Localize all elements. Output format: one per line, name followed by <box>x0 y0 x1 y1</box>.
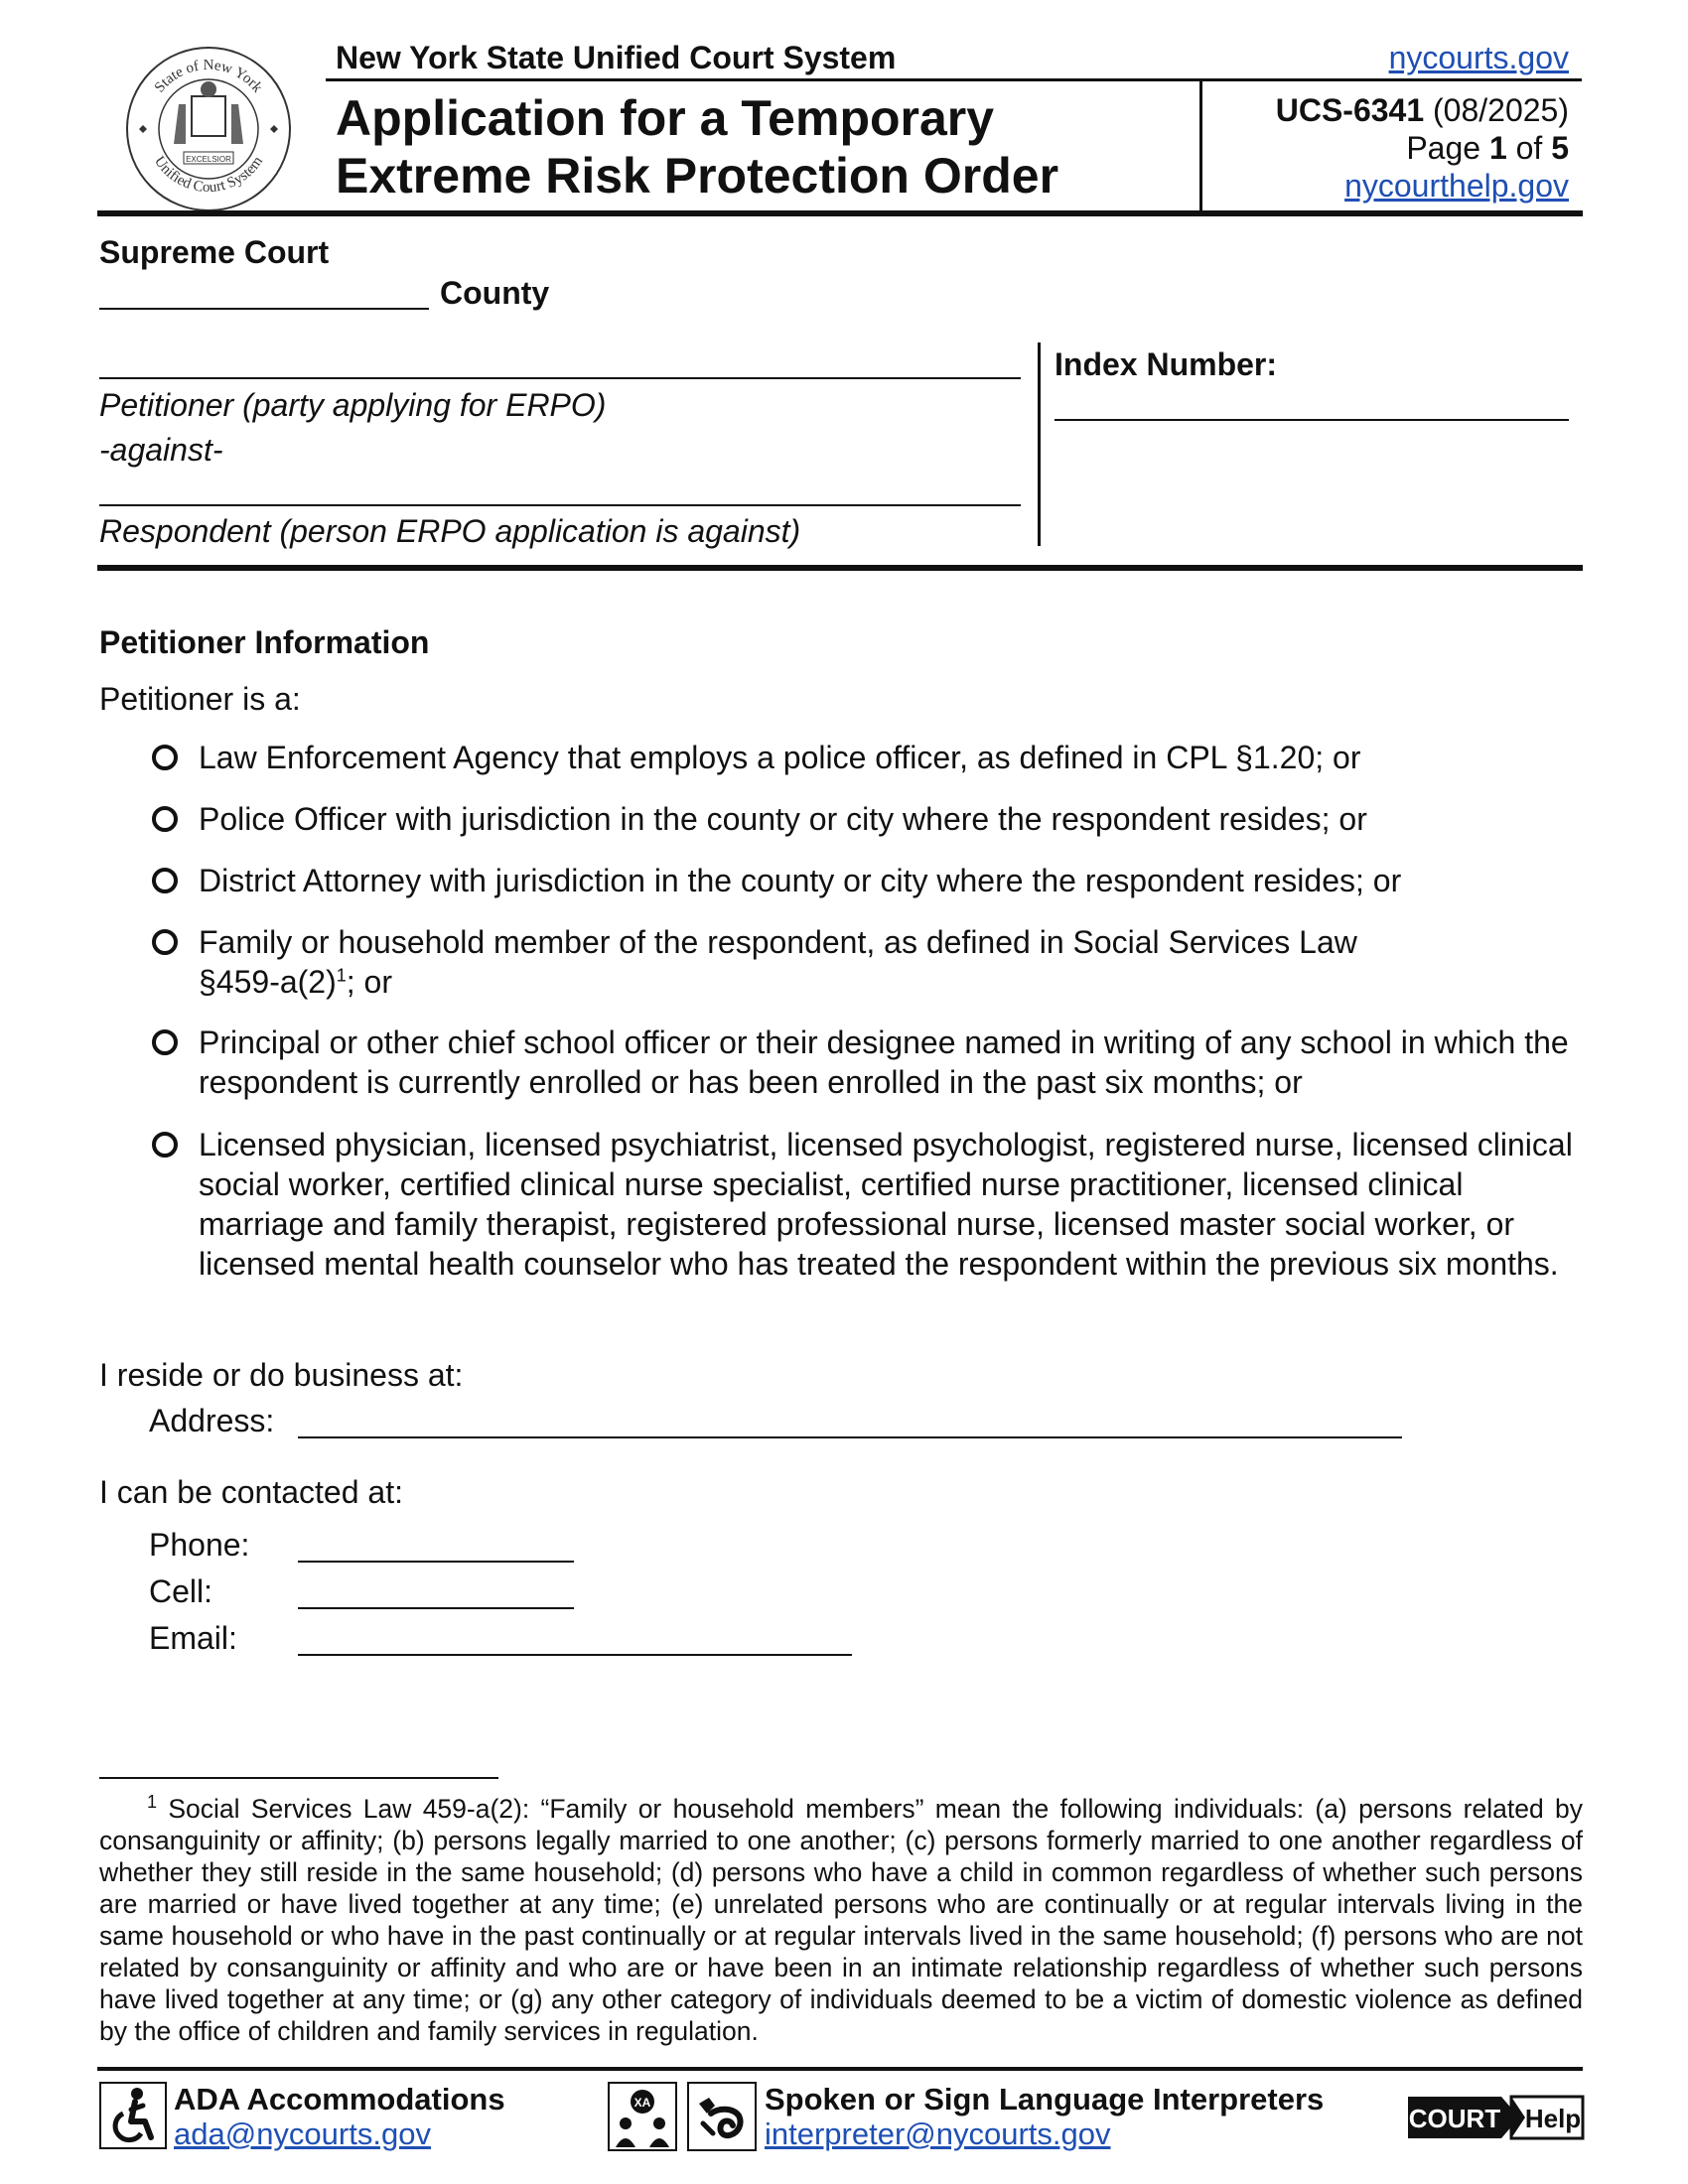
language-people-icon <box>610 2084 675 2149</box>
address-label: Address: <box>149 1403 275 1438</box>
county-label: County <box>440 275 550 311</box>
footnote-text: Social Services Law 459-a(2): “Family or household members” mean the following individuals: (a) persons related by consanguinity or affinity; (b) persons legally married to one another; (c) persons formerly married to one another regardless of whether they still reside in the same household; (d) persons who have a child in common regardless of whether such persons are married or have lived together at any time; (e) unrelated persons who are continually or at regular intervals living in the same household or who have in the past continually or at regular intervals lived in the same household; (f) persons who are not related by consanguinity or affinity and who are or have been in an intimate relationship regardless of whether such persons have lived together at any time; or (g) any other category of individuals deemed to be a victim of domestic violence as defined by the office of children and family services in regulation. <box>99 1794 1583 2046</box>
cell-label: Cell: <box>149 1573 213 1609</box>
footnote-ref[interactable]: 1 <box>336 965 347 986</box>
ada-title: ADA Accommodations <box>174 2082 505 2116</box>
phone-field[interactable] <box>298 1561 574 1563</box>
svg-text:EXCELSIOR: EXCELSIOR <box>186 155 231 164</box>
option-radio-2[interactable] <box>152 806 178 832</box>
interpreter-email-link[interactable]: interpreter@nycourts.gov <box>765 2116 1111 2151</box>
form-code <box>1221 91 1569 129</box>
sign-language-icon <box>689 2084 755 2149</box>
caption-divider <box>1038 342 1041 546</box>
form-date: (08/2025) <box>1433 92 1569 128</box>
title-line-2: Extreme Risk Protection Order <box>336 148 1059 204</box>
email-field[interactable] <box>298 1654 852 1656</box>
nycourthelp-link[interactable]: nycourthelp.gov <box>1344 168 1569 204</box>
option-radio-6[interactable] <box>152 1132 178 1158</box>
svg-text:XA: XA <box>633 2096 651 2110</box>
index-number-label: Index Number: <box>1055 346 1278 382</box>
option-text-6: Licensed physician, licensed psychiatrist, licensed psychologist, registered nurse, licensed clinical social worker, certified clinical nurse specialist, certified nurse practitioner, licensed clinical marriage and family therapist, registered professional nurse, licensed master social worker, or licensed mental health counselor who has treated the respondent within the previous six months. <box>199 1127 1573 1282</box>
seal-icon <box>124 45 293 213</box>
footer-rule <box>97 2067 1583 2071</box>
caption-bottom-rule <box>97 565 1583 571</box>
court-seal <box>124 45 293 213</box>
petitioner-label: Petitioner (party applying for ERPO) <box>99 387 607 423</box>
ada-email-link[interactable]: ada@nycourts.gov <box>174 2116 431 2151</box>
court-name: Supreme Court <box>99 234 330 270</box>
option-text-1: Law Enforcement Agency that employs a police officer, as defined in CPL §1.20; or <box>199 740 1361 775</box>
index-number-blank[interactable] <box>1055 419 1569 421</box>
county-blank[interactable] <box>99 308 429 310</box>
respondent-label: Respondent (person ERPO application is against) <box>99 513 801 549</box>
svg-text:Help: Help <box>1524 2104 1582 2133</box>
svg-text:COURT: COURT <box>1408 2104 1501 2133</box>
contact-intro: I can be contacted at: <box>99 1474 403 1510</box>
against-label: -against- <box>99 432 223 468</box>
court-help-logo <box>1408 2093 1585 2142</box>
email-label: Email: <box>149 1620 237 1656</box>
option-text-5: Principal or other chief school officer or their designee named in writing of any school in which the respondent is currently enrolled or has been enrolled in the past six months; or <box>199 1024 1569 1100</box>
header-top-rule <box>326 78 1582 81</box>
nycourts-link[interactable]: nycourts.gov <box>1388 40 1569 75</box>
svg-text:State of New York: State of New York <box>151 57 266 96</box>
option-text-4: Family or household member of the respondent, as defined in Social Services Law $\S 459-a(2)^1$; or <box>199 924 1357 1000</box>
form-number: UCS-6341 <box>1275 92 1425 128</box>
header-divider <box>1199 79 1202 210</box>
option-radio-1[interactable] <box>152 745 178 770</box>
footnote-rule <box>99 1777 498 1779</box>
option-text-3: District Attorney with jurisdiction in the county or city where the respondent resides; or <box>199 863 1402 898</box>
cell-field[interactable] <box>298 1607 574 1609</box>
option-radio-4[interactable] <box>152 929 178 955</box>
ada-box <box>99 2082 167 2149</box>
page-indicator: Page 1 of 5 <box>1406 130 1569 166</box>
respondent-name-blank[interactable] <box>99 504 1021 506</box>
svg-text:Unified Court System: Unified Court System <box>150 153 267 197</box>
header-bottom-rule <box>97 210 1583 216</box>
page-title <box>336 89 1058 205</box>
option-text-2: Police Officer with jurisdiction in the county or city where the respondent resides; or <box>199 801 1367 837</box>
title-line-1: Application for a Temporary <box>336 90 995 146</box>
petitioner-intro: Petitioner is a: <box>99 681 301 717</box>
org-name: New York State Unified Court System <box>336 40 897 75</box>
interpreter-title: Spoken or Sign Language Interpreters <box>765 2082 1325 2116</box>
petitioner-info-heading: Petitioner Information <box>99 624 430 660</box>
address-field[interactable] <box>298 1436 1402 1438</box>
phone-label: Phone: <box>149 1527 250 1563</box>
interpreter-box <box>608 2082 677 2151</box>
footnote <box>99 1793 1583 2047</box>
option-radio-3[interactable] <box>152 868 178 893</box>
sign-language-box <box>687 2082 757 2151</box>
petitioner-name-blank[interactable] <box>99 377 1021 379</box>
court-help-logo-icon <box>1408 2093 1585 2142</box>
footnote-marker: 1 <box>147 1792 158 1813</box>
address-intro: I reside or do business at: <box>99 1357 464 1393</box>
accessibility-icon <box>101 2084 165 2147</box>
option-radio-5[interactable] <box>152 1029 178 1055</box>
